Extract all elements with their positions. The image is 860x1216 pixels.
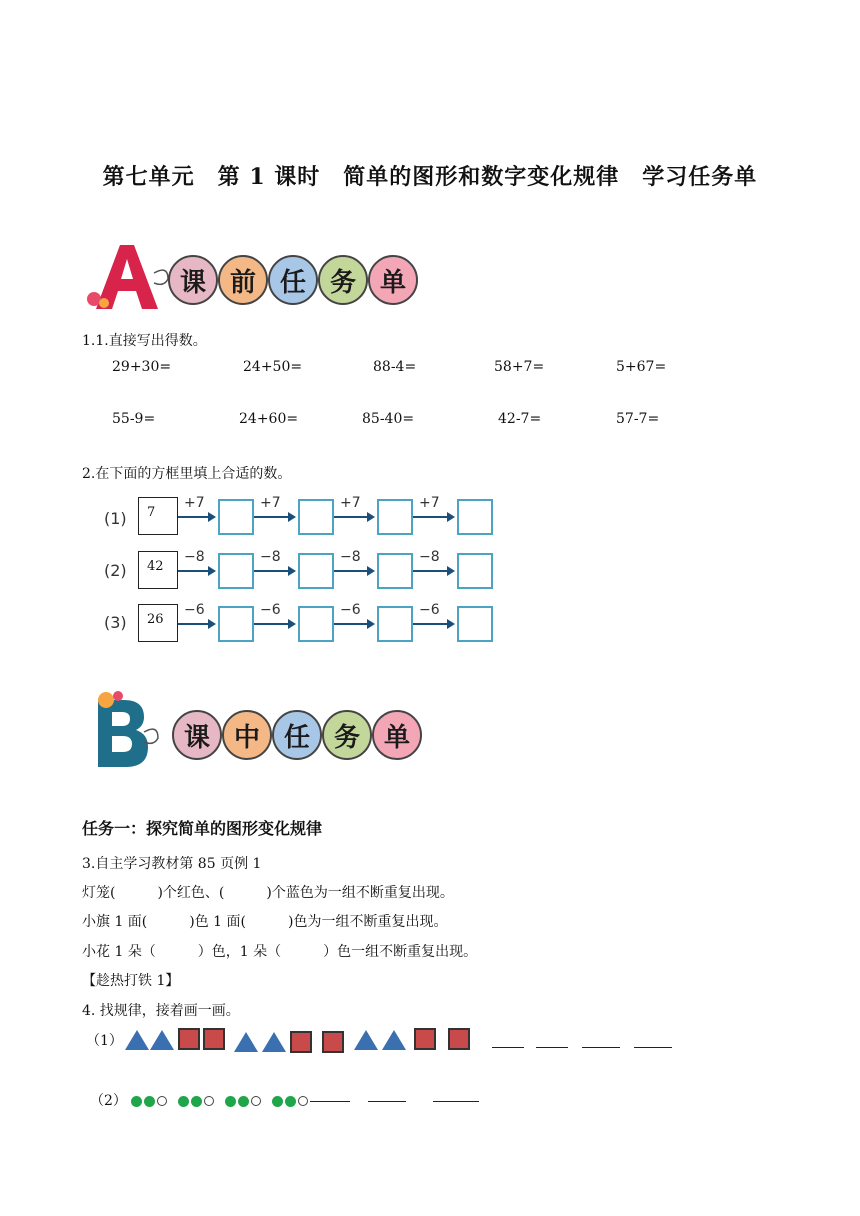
q2-operator: −6 — [184, 602, 205, 618]
square-icon — [290, 1031, 312, 1053]
dot-icon — [285, 1096, 296, 1107]
q3-line: 小花 1 朵（ ）色，1 朵（ ）色一组不断重复出现。 — [82, 944, 478, 960]
q3-line: 灯笼( )个红色、( )个蓝色为一组不断重复出现。 — [82, 885, 454, 901]
q2-answer-box[interactable] — [377, 553, 413, 589]
q2-row-label: (1) — [104, 509, 127, 528]
q1-item: 29+30= — [112, 359, 172, 375]
banner-b-char-2: 任 — [272, 710, 322, 760]
q2-operator: −6 — [260, 602, 281, 618]
q2-start-box: 26 — [138, 604, 178, 642]
answer-blank[interactable] — [634, 1046, 672, 1048]
q1-item: 85-40= — [362, 411, 415, 427]
arrow-icon — [178, 516, 214, 518]
arrow-icon — [254, 570, 294, 572]
q1-item: 24+60= — [239, 411, 299, 427]
square-icon — [203, 1028, 225, 1050]
answer-blank[interactable] — [536, 1046, 568, 1048]
letter-a-icon — [82, 243, 172, 311]
q2-answer-box[interactable] — [298, 553, 334, 589]
square-icon — [178, 1028, 200, 1050]
answer-blank[interactable] — [492, 1046, 524, 1048]
square-icon — [414, 1028, 436, 1050]
q2-operator: −6 — [340, 602, 361, 618]
banner-a-char-0: 课 — [168, 255, 218, 305]
dot-icon — [144, 1096, 155, 1107]
banner-a-char-3: 务 — [318, 255, 368, 305]
arrow-icon — [413, 623, 453, 625]
q2-operator: −6 — [419, 602, 440, 618]
banner-b-char-0: 课 — [172, 710, 222, 760]
dot-icon — [238, 1096, 249, 1107]
q2-answer-box[interactable] — [298, 606, 334, 642]
q2-operator: −8 — [419, 549, 440, 565]
q2-operator: +7 — [340, 495, 361, 511]
q2-row-label: (2) — [104, 561, 127, 580]
triangle-icon — [125, 1030, 149, 1050]
arrow-icon — [178, 623, 214, 625]
q3-label: 3.自主学习教材第 85 页例 1 — [82, 856, 262, 872]
practice-label: 【趁热打铁 1】 — [82, 973, 180, 989]
banner-b-char-1: 中 — [222, 710, 272, 760]
q1-item: 57-7= — [616, 411, 660, 427]
q2-answer-box[interactable] — [457, 499, 493, 535]
arrow-icon — [334, 516, 373, 518]
q2-operator: +7 — [184, 495, 205, 511]
q3-line: 小旗 1 面( )色 1 面( )色为一组不断重复出现。 — [82, 914, 448, 930]
arrow-icon — [413, 570, 453, 572]
circle-icon — [298, 1096, 308, 1106]
arrow-icon — [254, 516, 294, 518]
q2-operator: +7 — [260, 495, 281, 511]
q2-operator: −8 — [340, 549, 361, 565]
dot-icon — [272, 1096, 283, 1107]
q2-start-box: 7 — [138, 497, 178, 535]
q2-answer-box[interactable] — [457, 606, 493, 642]
letter-b-icon — [86, 690, 176, 770]
q4-label: 4. 找规律，接着画一画。 — [82, 1003, 240, 1019]
q2-operator: −8 — [260, 549, 281, 565]
banner-pre-class — [82, 243, 422, 311]
banner-a-char-2: 任 — [268, 255, 318, 305]
arrow-icon — [334, 570, 373, 572]
square-icon — [322, 1031, 344, 1053]
answer-blank[interactable] — [368, 1100, 406, 1102]
answer-blank[interactable] — [433, 1100, 479, 1102]
q2-answer-box[interactable] — [218, 499, 254, 535]
banner-a-char-4: 单 — [368, 255, 418, 305]
q2-start-box: 42 — [138, 551, 178, 589]
q2-operator: −8 — [184, 549, 205, 565]
circle-icon — [251, 1096, 261, 1106]
q4-p1-label: （1） — [86, 1033, 123, 1049]
arrow-icon — [334, 623, 373, 625]
dot-icon — [225, 1096, 236, 1107]
q1-item: 5+67= — [616, 359, 667, 375]
triangle-icon — [382, 1030, 406, 1050]
q4-p2-row — [90, 1090, 479, 1110]
arrow-icon — [413, 516, 453, 518]
q4-p2-label: （2） — [90, 1093, 127, 1109]
banner-b-char-4: 单 — [372, 710, 422, 760]
q2-row-label: (3) — [104, 613, 127, 632]
arrow-icon — [254, 623, 294, 625]
banner-a-char-1: 前 — [218, 255, 268, 305]
q2-answer-box[interactable] — [298, 499, 334, 535]
triangle-icon — [150, 1030, 174, 1050]
triangle-icon — [262, 1032, 286, 1052]
circle-icon — [204, 1096, 214, 1106]
q2-answer-box[interactable] — [218, 606, 254, 642]
q1-item: 24+50= — [243, 359, 303, 375]
triangle-icon — [234, 1032, 258, 1052]
q1-item: 55-9= — [112, 411, 156, 427]
q2-answer-box[interactable] — [377, 606, 413, 642]
circle-icon — [157, 1096, 167, 1106]
q1-item: 58+7= — [494, 359, 545, 375]
q2-answer-box[interactable] — [218, 553, 254, 589]
task1-heading: 任务一：探究简单的图形变化规律 — [82, 819, 323, 838]
banner-in-class — [86, 690, 426, 770]
page-title: 第七单元 第 1 课时 简单的图形和数字变化规律 学习任务单 — [102, 164, 758, 190]
q2-operator: +7 — [419, 495, 440, 511]
dot-icon — [178, 1096, 189, 1107]
square-icon — [448, 1028, 470, 1050]
answer-blank[interactable] — [582, 1046, 620, 1048]
arrow-icon — [178, 570, 214, 572]
q2-answer-box[interactable] — [377, 499, 413, 535]
q1-item: 88-4= — [373, 359, 417, 375]
dot-icon — [131, 1096, 142, 1107]
q1-label: 1.1.直接写出得数。 — [82, 333, 207, 349]
dot-icon — [191, 1096, 202, 1107]
q1-item: 42-7= — [498, 411, 542, 427]
q2-answer-box[interactable] — [457, 553, 493, 589]
banner-b-char-3: 务 — [322, 710, 372, 760]
answer-blank[interactable] — [310, 1100, 350, 1102]
q2-label: 2.在下面的方框里填上合适的数。 — [82, 466, 292, 482]
triangle-icon — [354, 1030, 378, 1050]
